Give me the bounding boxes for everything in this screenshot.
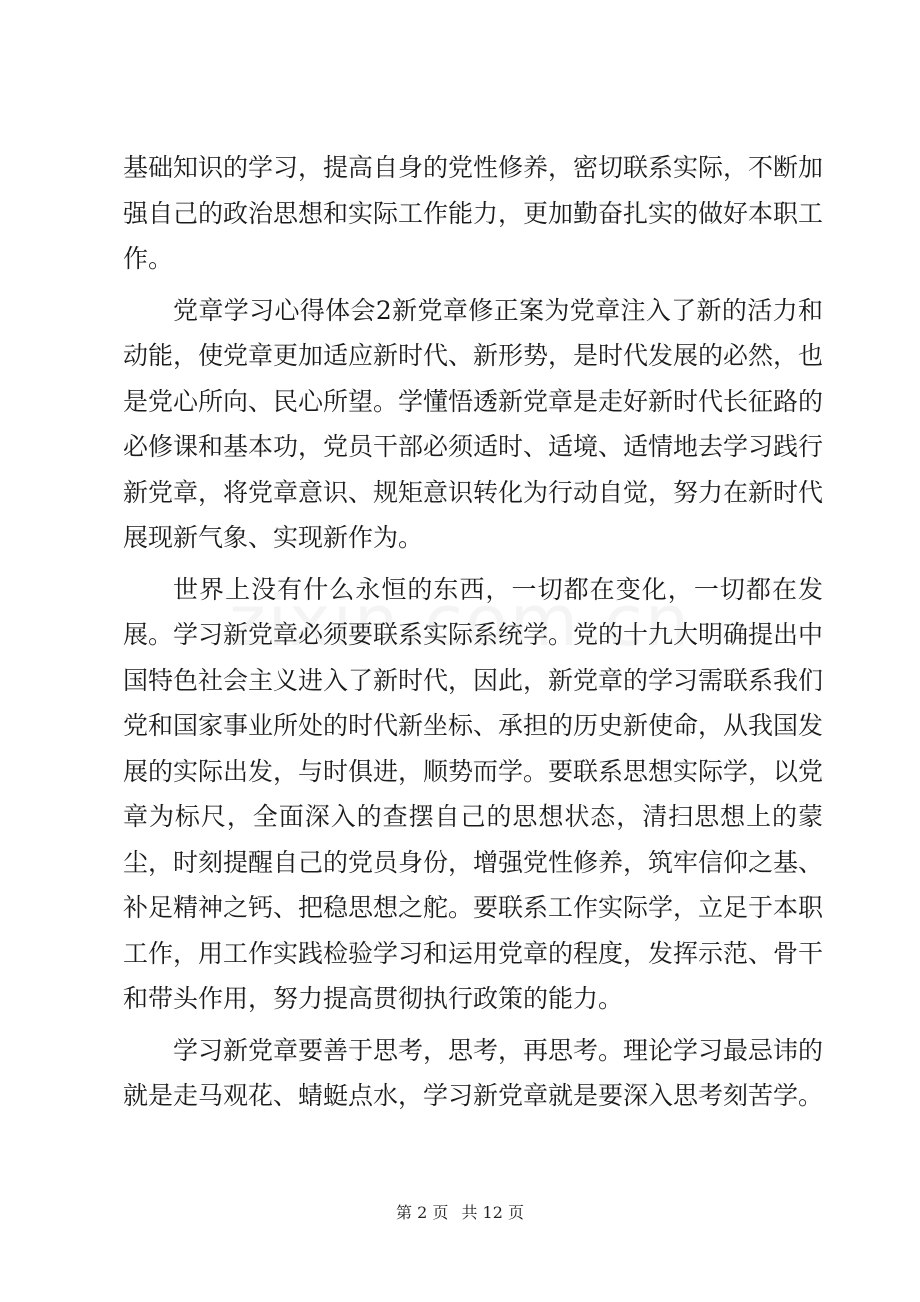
page-footer (0, 1200, 920, 1223)
paragraph-2: 党章学习心得体会2新党章修正案为党章注入了新的活力和动能，使党章更加适应新时代、新形势，是时代发展的必然，也是党心所向、民心所望。学懂悟透新党章是走好新时代长征路的必修课和基本功，党员干部必须适时、适境、适情地去学习践行新党章，将党章意识、规矩意识转化为行动自觉，努力在新时代展现新气象、实现新作为。 (123, 295, 824, 552)
paragraph-4: 学习新党章要善于思考，思考，再思考。理论学习最忌讳的就是走马观花、蜻蜓点水，学习新党章就是要深入思考刻苦学。 (123, 1035, 824, 1110)
page-number: 第 2 页 (396, 1203, 449, 1222)
paragraph-1: 基础知识的学习，提高自身的党性修养，密切联系实际，不断加强自己的政治思想和实际工作能力，更加勤奋扎实的做好本职工作。 (123, 153, 824, 273)
document-body (123, 145, 823, 1125)
paragraph-3: 世界上没有什么永恒的东西，一切都在变化，一切都在发展。学习新党章必须要联系实际系统学。党的十九大明确提出中国特色社会主义进入了新时代，因此，新党章的学习需联系我们党和国家事业所处的时代新坐标、承担的历史新使命，从我国发展的实际出发，与时俱进，顺势而学。要联系思想实际学，以党章为标尺，全面深入的查摆自己的思想状态，清扫思想上的蒙尘，时刻提醒自己的党员身份，增强党性修养，筑牢信仰之基、补足精神之钙、把稳思想之舵。要联系工作实际学，立足于本职工作，用工作实践检验学习和运用党章的程度，发挥示范、骨干和带头作用，努力提高贯彻执行政策的能力。 (123, 574, 824, 1013)
page-total: 共 12 页 (461, 1203, 524, 1222)
